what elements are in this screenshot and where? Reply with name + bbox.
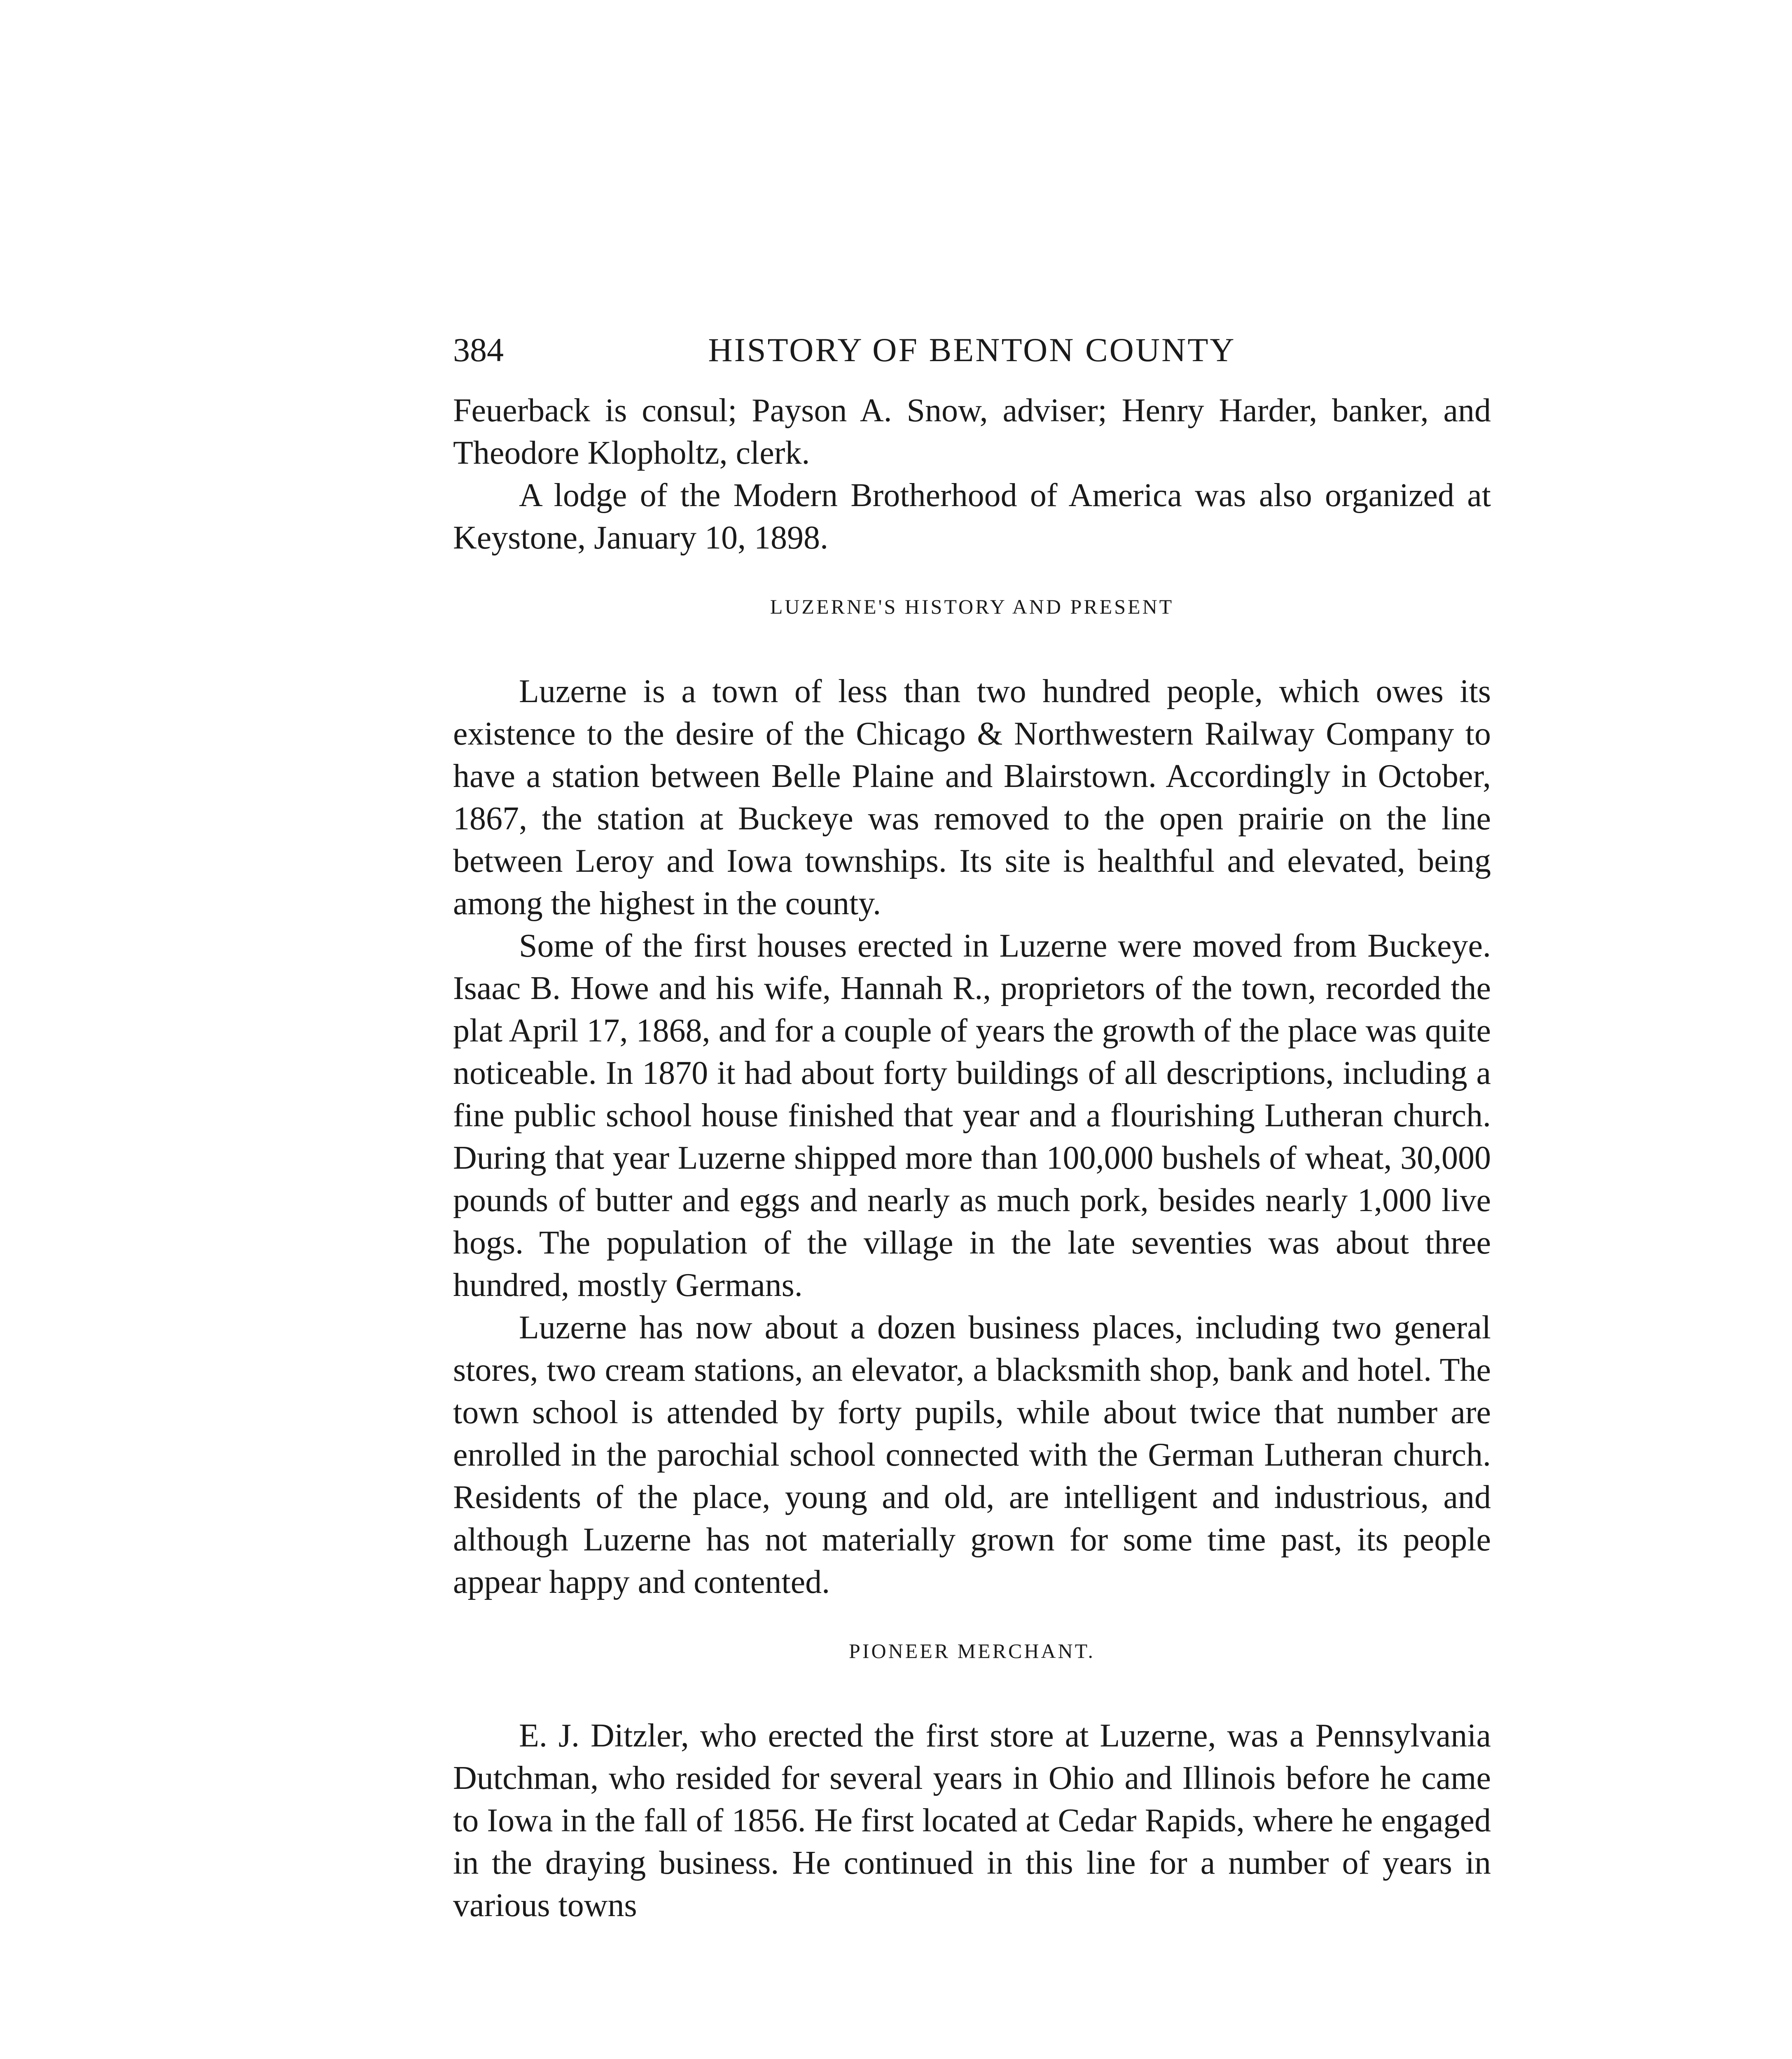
page-content xyxy=(453,325,1491,1927)
section-heading-pioneer-merchant: PIONEER MERCHANT. xyxy=(849,1639,1095,1662)
paragraph-ditzler: E. J. Ditzler, who erected the first store at Luzerne, was a Pennsylvania Dutchman, who resided for several years in Ohio and Illinois before he came to Iowa in the fall of 1856. He first located at Cedar Rapids, where he engaged in the draying business. He continued in this line for a number of years in various towns xyxy=(453,1718,1491,1924)
paragraph-luzerne-growth: Some of the first houses erected in Luzerne were moved from Buckeye. Isaac B. Howe and his wife, Hannah R., proprietors of the town, recorded the plat April 17, 1868, and for a couple of years the growth of the place was quite noticeable. In 1870 it had about forty buildings of all descriptions, including a fine public school house finished that year and a flourishing Lutheran church. During that year Luzerne shipped more than 100,000 bushels of wheat, 30,000 pounds of butter and eggs and nearly as much pork, besides nearly 1,000 live hogs. The population of the village in the late seventies was about three hundred, mostly Germans. xyxy=(453,928,1491,1303)
book-title: HISTORY OF BENTON COUNTY xyxy=(708,331,1236,369)
paragraph-lodge: A lodge of the Modern Brotherhood of America was also organized at Keystone, January 10, 1898. xyxy=(453,477,1491,556)
paragraph-continued: Feuerback is consul; Payson A. Snow, adviser; Henry Harder, banker, and Theodore Klopholtz, clerk. xyxy=(453,392,1491,471)
page-number: 384 xyxy=(453,331,504,369)
running-head xyxy=(453,325,1491,375)
paragraph-luzerne-origin: Luzerne is a town of less than two hundred people, which owes its existence to the desire of the Chicago & Northwestern Railway Company to have a station between Belle Plaine and Blairstown. Accordingly in October, 1867, the station at Buckeye was removed to the open prairie on the line between Leroy and Iowa townships. Its site is healthful and elevated, being among the highest in the county. xyxy=(453,673,1491,922)
section-heading-luzerne: LUZERNE'S HISTORY AND PRESENT xyxy=(770,595,1174,618)
paragraph-luzerne-present: Luzerne has now about a dozen business places, including two general stores, two cream stations, an elevator, a blacksmith shop, bank and hotel. The town school is attended by forty pupils, while about twice that number are enrolled in the parochial school connected with the German Lutheran church. Residents of the place, young and old, are intelligent and industrious, and although Luzerne has not materially grown for some time past, its people appear happy and contented. xyxy=(453,1310,1491,1600)
